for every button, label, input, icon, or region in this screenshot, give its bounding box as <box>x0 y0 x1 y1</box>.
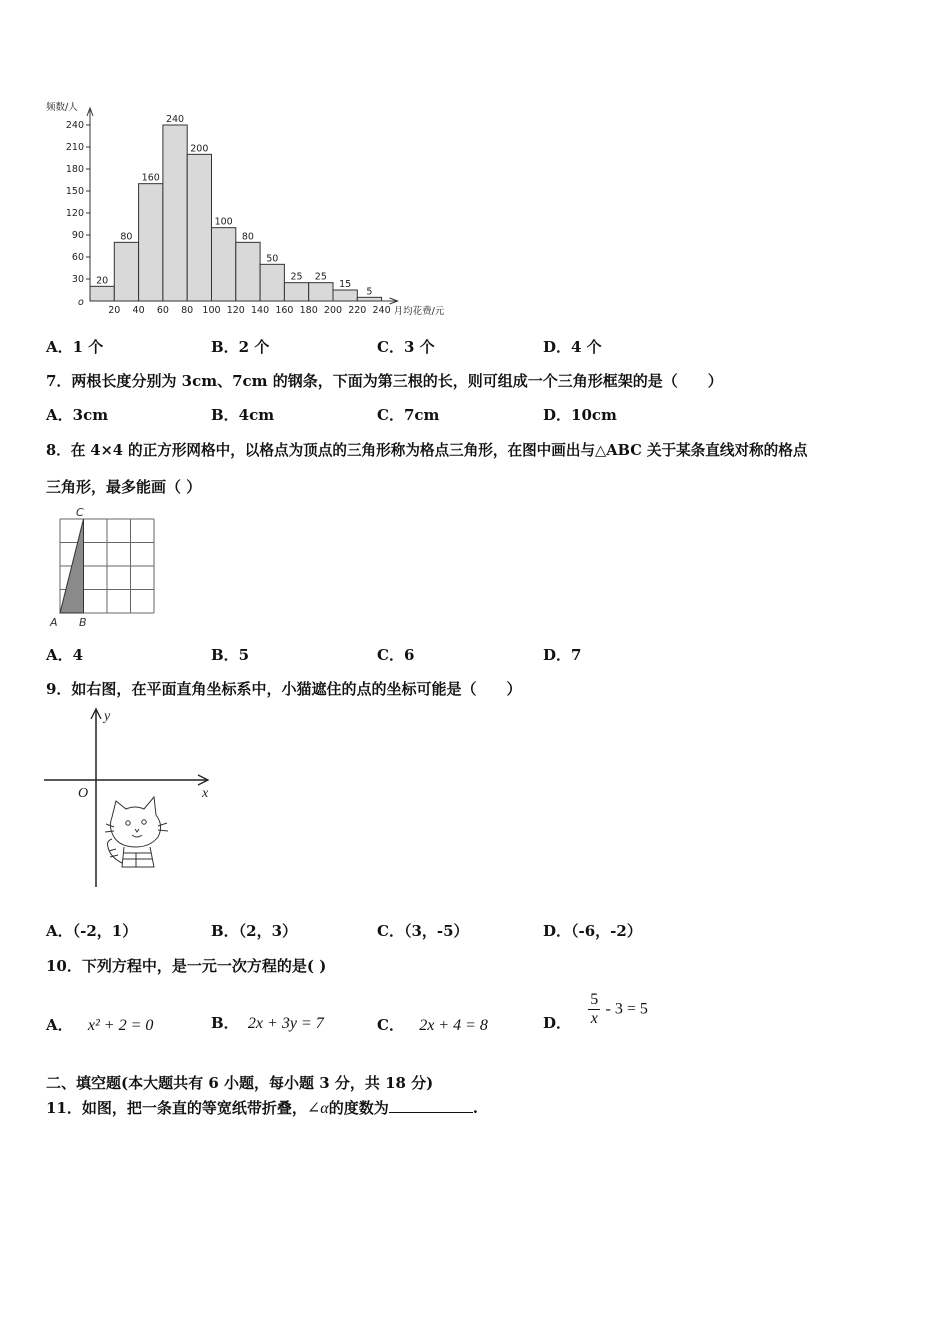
q10-option-c-label: C． <box>377 1016 404 1034</box>
bar-value-label: 100 <box>214 216 233 228</box>
x-tick-label: 100 <box>202 305 221 316</box>
x-tick-label: 60 <box>156 305 169 316</box>
bar-value-label: 15 <box>339 279 352 290</box>
q8-option-c: C．6 <box>377 646 415 664</box>
origin-label: o <box>78 297 84 308</box>
q11-text <box>46 1097 478 1118</box>
x-tick-label: 40 <box>132 305 145 316</box>
q8-option-d: D．7 <box>543 646 582 664</box>
x-tick-label: 240 <box>372 305 391 316</box>
origin-label: O <box>78 786 89 801</box>
q10-option-d <box>543 986 648 1033</box>
q10-text: 10．下列方程中，是一元一次方程的是( ) <box>46 957 327 975</box>
y-tick-label: 90 <box>71 230 84 241</box>
bar-value-label: 5 <box>366 286 373 298</box>
y-tick-label: 210 <box>65 142 84 153</box>
bar-value-label: 80 <box>241 231 254 243</box>
fraction-denominator: x <box>590 1010 598 1027</box>
q6-option-d: D．4 个 <box>543 338 602 356</box>
x-tick-label: 220 <box>348 305 367 316</box>
q8-option-b: B．5 <box>211 646 250 664</box>
x-tick-label: 160 <box>275 305 294 316</box>
histogram-bar <box>163 125 187 301</box>
x-tick-label: 140 <box>251 305 270 316</box>
label-b: B <box>79 616 87 629</box>
section-2-title: 二、填空题(本大题共有 6 小题，每小题 3 分，共 18 分) <box>46 1074 434 1092</box>
q10-option-d-rest: - 3 = 5 <box>605 1000 648 1018</box>
q7-text: 7．两根长度分别为 3cm、7cm 的钢条，下面为第三根的长，则可组成一个三角形框架的是（ ） <box>46 372 723 390</box>
y-axis-label: y <box>104 709 111 724</box>
x-tick-label: 120 <box>226 305 245 316</box>
x-tick-label: 20 <box>108 305 121 316</box>
q7-option-d: D．10cm <box>543 406 617 424</box>
histogram-bar <box>212 228 236 301</box>
q9-option-b: B．（2，3） <box>211 922 298 940</box>
q10-option-a-expr: x² + 2 = 0 <box>87 1017 154 1034</box>
q7-option-b: B．4cm <box>211 406 275 424</box>
y-tick-label: 180 <box>65 164 84 175</box>
x-tick-label: 180 <box>299 305 318 316</box>
q9-option-d: D．（-6，-2） <box>543 922 642 940</box>
fraction-numerator: 5 <box>590 991 599 1008</box>
q6-option-a: A．1 个 <box>46 338 104 356</box>
x-tick-label: 200 <box>323 305 343 316</box>
q10-option-b <box>211 1012 324 1033</box>
q8-text-line1: 8．在 4×4 的正方形网格中，以格点为顶点的三角形称为格点三角形，在图中画出与△ABC 关于某条直线对称的格点 <box>46 442 808 459</box>
y-tick-label: 30 <box>71 274 84 285</box>
q8-option-a: A．4 <box>46 646 84 664</box>
label-c: C <box>76 506 84 519</box>
histogram-bar <box>139 184 163 301</box>
bar-value-label: 240 <box>165 114 185 125</box>
q6-option-b: B．2 个 <box>211 338 270 356</box>
q10-option-b-label: B． <box>211 1014 239 1032</box>
histogram-bar <box>284 283 308 301</box>
bar-value-label: 160 <box>141 172 160 184</box>
q11-end: . <box>472 1099 478 1117</box>
coordinate-plane-figure <box>40 705 220 895</box>
grid-triangle-figure <box>46 505 161 630</box>
histogram-bar <box>187 154 211 301</box>
q10-option-c <box>377 1014 488 1035</box>
histogram-bar <box>357 297 381 301</box>
bar-value-label: 50 <box>266 253 279 265</box>
q9-text: 9．如右图，在平面直角坐标系中，小猫遮住的点的坐标可能是（ ） <box>46 680 522 698</box>
histogram-chart <box>40 100 470 325</box>
bar-value-label: 20 <box>96 275 109 287</box>
y-tick-label: 120 <box>65 208 84 219</box>
histogram-bar <box>114 242 138 301</box>
q11-angle: ∠α <box>306 1100 329 1117</box>
q10-option-d-label: D． <box>543 1014 572 1032</box>
q8-text-line2: 三角形，最多能画（ ） <box>46 478 202 496</box>
q10-option-b-expr: 2x + 3y = 7 <box>247 1015 324 1032</box>
q9-option-a: A．（-2，1） <box>46 922 138 940</box>
bar-value-label: 200 <box>190 143 209 155</box>
histogram-bar <box>260 264 284 301</box>
q11-text-after: 的度数为 <box>328 1099 389 1117</box>
x-axis-title: 月均花费/元 <box>393 306 445 317</box>
q11-text-before: 11．如图，把一条直的等宽纸带折叠， <box>46 1099 307 1117</box>
y-tick-label: 240 <box>65 120 84 131</box>
histogram-bar <box>333 290 357 301</box>
histogram-bar <box>236 242 260 301</box>
q10-option-c-expr: 2x + 4 = 8 <box>419 1017 488 1034</box>
histogram-bar <box>309 283 333 301</box>
y-tick-label: 60 <box>71 252 84 263</box>
q10-option-a <box>46 1014 153 1035</box>
cat-drawing <box>105 797 168 867</box>
q7-option-c: C．7cm <box>377 406 440 424</box>
q7-option-a: A．3cm <box>46 406 109 424</box>
q6-option-c: C．3 个 <box>377 338 435 356</box>
bar-value-label: 80 <box>120 231 133 243</box>
histogram-bar <box>90 286 114 301</box>
q11-answer-blank[interactable] <box>389 1098 473 1113</box>
y-axis-title: 频数/人 <box>46 102 78 113</box>
x-tick-label: 80 <box>181 305 194 316</box>
q9-option-c: C．（3，-5） <box>377 922 469 940</box>
label-a: A <box>50 616 58 629</box>
bar-value-label: 25 <box>314 271 327 283</box>
q10-option-a-label: A． <box>46 1016 73 1034</box>
y-tick-label: 150 <box>65 186 84 197</box>
x-axis-label: x <box>202 786 209 801</box>
bar-value-label: 25 <box>290 271 303 283</box>
q10-option-d-fraction <box>588 991 600 1028</box>
